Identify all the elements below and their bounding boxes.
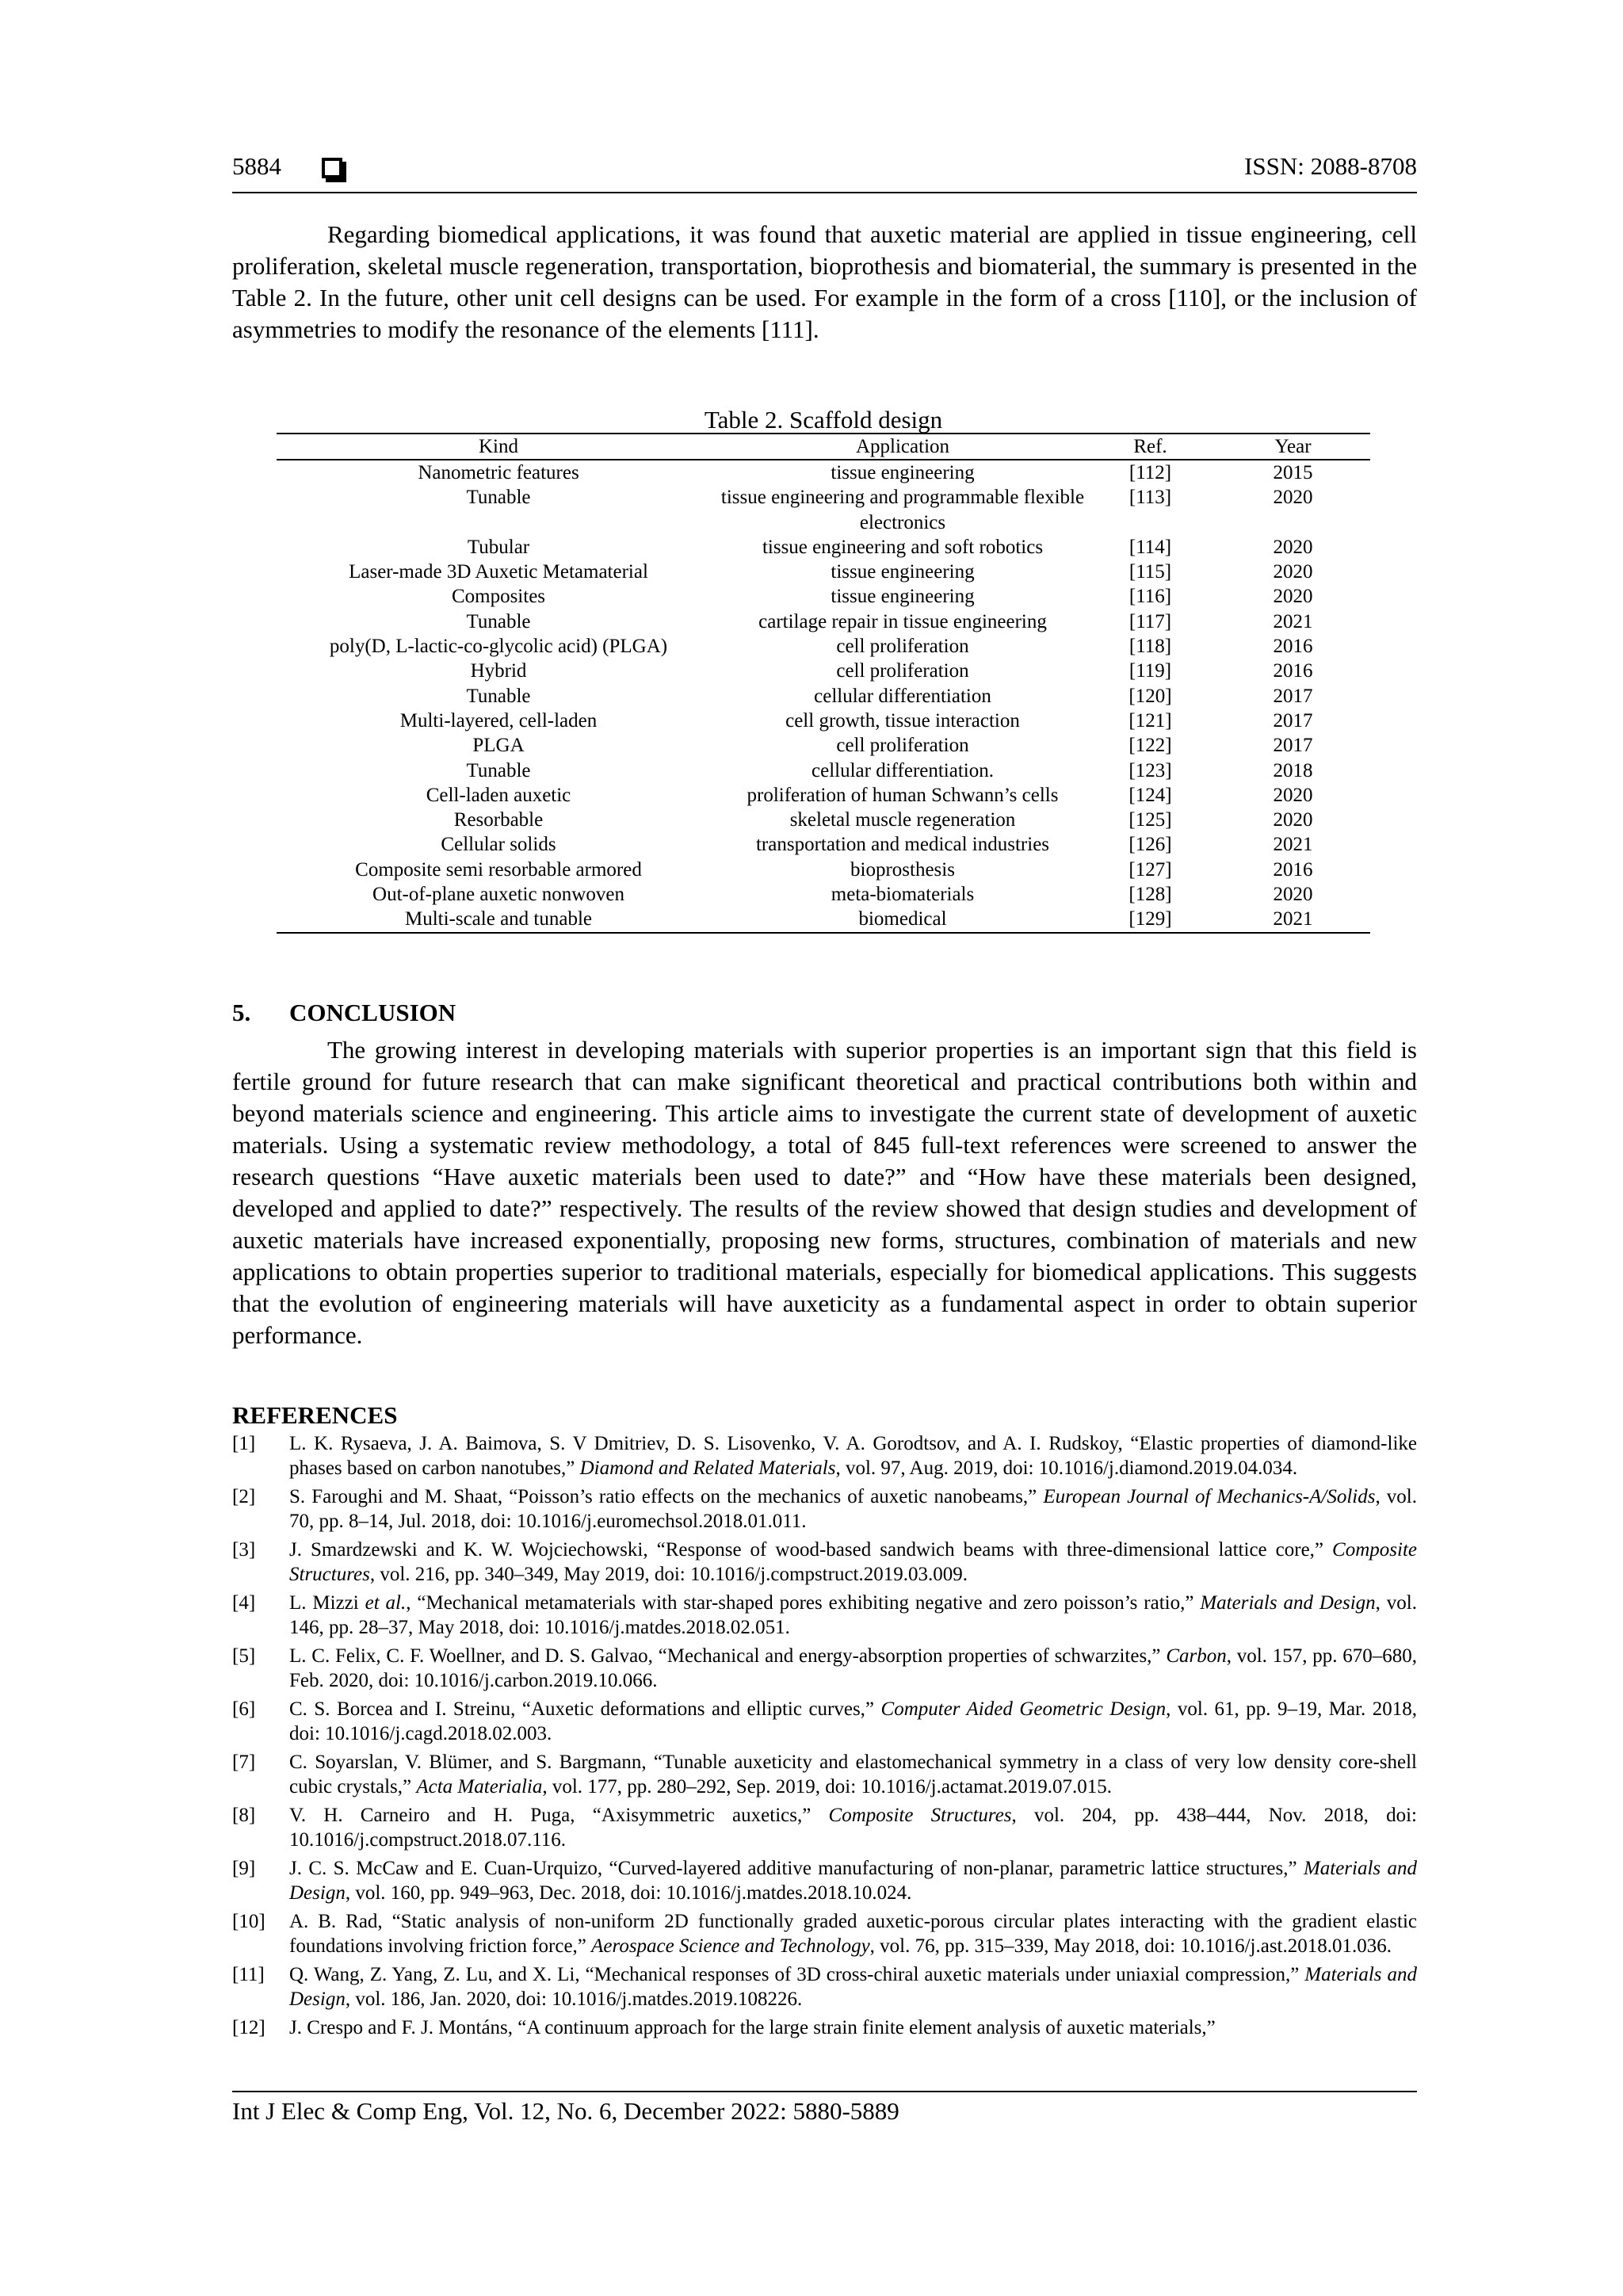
reference-journal: Acta Materialia xyxy=(416,1776,543,1797)
table-row xyxy=(277,535,1370,560)
reference-journal: Aerospace Science and Technology xyxy=(591,1935,870,1957)
reference-item xyxy=(232,1538,1417,1587)
reference-text: C. S. Borcea and I. Streinu, “Auxetic deformations and elliptic curves,” xyxy=(289,1698,881,1720)
reference-text: V. H. Carneiro and H. Puga, “Axisymmetric auxetics,” xyxy=(289,1805,829,1826)
reference-text: Q. Wang, Z. Yang, Z. Lu, and X. Li, “Mechanical responses of 3D cross-chiral auxetic materials under uniaxial compression,” xyxy=(289,1964,1305,1985)
cell-year: 2017 xyxy=(1273,709,1313,732)
cell-year: 2021 xyxy=(1216,907,1370,932)
cell-year: 2020 xyxy=(1273,586,1313,608)
cell-kind: Out-of-plane auxetic nonwoven xyxy=(372,884,624,906)
cell-year: 2020 xyxy=(1273,536,1313,558)
header-rule xyxy=(232,192,1417,193)
reference-item xyxy=(232,1644,1417,1693)
reference-details: , vol. 157, pp. 670–680, Feb. 2020, doi: 10.1016/j.carbon.2019.10.066. xyxy=(289,1645,1418,1691)
cell-kind: Multi-scale and tunable xyxy=(277,907,720,932)
column-header-kind: Kind xyxy=(277,434,720,460)
reference-number: [9] xyxy=(232,1858,256,1879)
page-number: 5884 xyxy=(232,152,281,180)
cell-ref: [117] xyxy=(1128,610,1172,632)
reference-number: [5] xyxy=(232,1645,256,1667)
reference-list xyxy=(232,1431,1417,2044)
cell-kind: poly(D, L-lactic-co-glycolic acid) (PLGA) xyxy=(329,636,668,658)
table-row xyxy=(277,808,1370,832)
reference-item xyxy=(232,2015,1417,2040)
cell-application: biomedical xyxy=(720,907,1085,932)
cell-year: 2018 xyxy=(1273,759,1313,781)
cell-year: 2021 xyxy=(1273,834,1313,856)
cell-ref: [119] xyxy=(1128,660,1172,682)
cell-kind: Cell-laden auxetic xyxy=(426,784,571,806)
reference-details: , vol. 186, Jan. 2020, doi: 10.1016/j.matdes.2019.108226. xyxy=(345,1988,803,2010)
reference-text: L. K. Rysaeva, J. A. Baimova, S. V Dmitriev, D. S. Lisovenko, V. A. Gorodtsov, and A. I. Rudskoy, “Elastic properties of diamond-like phases based on carbon nanotubes,” xyxy=(289,1433,1417,1479)
cell-ref: [128] xyxy=(1128,884,1172,906)
reference-number: [2] xyxy=(232,1486,256,1507)
cell-kind: Tunable xyxy=(466,610,531,632)
cell-year: 2017 xyxy=(1273,685,1313,707)
footer-rule xyxy=(232,2091,1417,2092)
cell-application: bioprosthesis xyxy=(850,858,955,881)
page-header xyxy=(232,152,1417,192)
cell-ref: [120] xyxy=(1128,685,1172,707)
reference-details: , vol. 70, pp. 8–14, Jul. 2018, doi: 10.1016/j.euromechsol.2018.01.011. xyxy=(289,1486,1417,1532)
cell-ref: [115] xyxy=(1128,561,1172,583)
reference-item xyxy=(232,1591,1417,1640)
reference-details: , vol. 97, Aug. 2019, doi: 10.1016/j.diamond.2019.04.034. xyxy=(835,1457,1298,1479)
cell-kind: Multi-layered, cell-laden xyxy=(399,709,598,732)
table-row xyxy=(277,485,1370,535)
cell-year: 2021 xyxy=(1273,610,1313,632)
cell-application: tissue engineering xyxy=(831,561,975,583)
cell-application: cell growth, tissue interaction xyxy=(785,709,1020,732)
table-row xyxy=(277,783,1370,808)
cell-kind: Tunable xyxy=(466,487,531,509)
table-row xyxy=(277,758,1370,783)
reference-item xyxy=(232,1962,1417,2011)
cell-ref: [129] xyxy=(1085,907,1216,932)
reference-details: , vol. 61, pp. 9–19, Mar. 2018, doi: 10.1016/j.cagd.2018.02.003. xyxy=(289,1698,1417,1744)
reference-text: L. C. Felix, C. F. Woellner, and D. S. Galvao, “Mechanical and energy-absorption properties of schwarzites,” xyxy=(289,1645,1167,1667)
table-row xyxy=(277,609,1370,634)
cell-kind: Composite semi resorbable armored xyxy=(355,858,642,881)
cell-application: cartilage repair in tissue engineering xyxy=(758,610,1047,632)
table-caption: Table 2. Scaffold design xyxy=(704,406,943,434)
reference-item xyxy=(232,1909,1417,1958)
cell-ref: [123] xyxy=(1128,759,1172,781)
cell-year: 2016 xyxy=(1273,660,1313,682)
cell-kind: Composites xyxy=(451,586,546,608)
cell-year: 2020 xyxy=(1273,884,1313,906)
reference-journal: Materials and Design xyxy=(1200,1592,1376,1614)
cell-kind: Hybrid xyxy=(470,660,527,682)
reference-number: [12] xyxy=(232,2017,265,2038)
reference-number: [6] xyxy=(232,1698,256,1720)
cell-ref: [118] xyxy=(1128,636,1172,658)
table-body xyxy=(277,460,1370,933)
cell-kind: Tubular xyxy=(467,536,530,558)
cell-application: tissue engineering xyxy=(831,586,975,608)
table-row xyxy=(277,907,1370,932)
cell-application: cell proliferation xyxy=(836,636,969,658)
cell-year: 2015 xyxy=(1273,462,1313,483)
cell-year: 2016 xyxy=(1273,636,1313,658)
table-row xyxy=(277,634,1370,659)
cell-year: 2016 xyxy=(1273,858,1313,881)
reference-journal: European Journal of Mechanics-A/Solids xyxy=(1043,1486,1376,1507)
table-row xyxy=(277,858,1370,882)
cell-ref: [122] xyxy=(1128,735,1172,757)
reference-details: , vol. 177, pp. 280–292, Sep. 2019, doi: 10.1016/j.actamat.2019.07.015. xyxy=(542,1776,1113,1797)
reference-text: C. Soyarslan, V. Blümer, and S. Bargmann, “Tunable auxeticity and elastomechanical symmetry in a class of very low density core-shell cubic crystals,” xyxy=(289,1752,1417,1797)
cell-ref: [114] xyxy=(1128,536,1172,558)
reference-journal: Carbon xyxy=(1166,1645,1227,1667)
reference-details: , vol. 146, pp. 28–37, May 2018, doi: 10.1016/j.matdes.2018.02.051. xyxy=(289,1592,1417,1638)
cell-kind: Cellular solids xyxy=(441,834,556,856)
reference-text: , “Mechanical metamaterials with star-shaped pores exhibiting negative and zero poisson’s ratio,” xyxy=(406,1592,1201,1614)
reference-text: A. B. Rad, “Static analysis of non-uniform 2D functionally graded auxetic-porous circular plates interacting with the gradient elastic foundations involving friction force,” xyxy=(289,1911,1417,1957)
reference-item xyxy=(232,1803,1417,1852)
reference-text: L. Mizzi xyxy=(289,1592,365,1614)
column-header-year: Year xyxy=(1216,434,1370,460)
reference-details: , vol. 204, pp. 438–444, Nov. 2018, doi: 10.1016/j.compstruct.2018.07.116. xyxy=(289,1805,1417,1851)
reference-item xyxy=(232,1697,1417,1746)
cell-application: skeletal muscle regeneration xyxy=(789,809,1016,831)
scaffold-table xyxy=(277,433,1370,934)
cell-kind: Tunable xyxy=(466,759,531,781)
cell-year: 2020 xyxy=(1273,487,1313,509)
reference-journal: Computer Aided Geometric Design xyxy=(880,1698,1167,1720)
cell-application: cellular differentiation xyxy=(814,685,991,707)
cell-application: cell proliferation xyxy=(836,735,969,757)
table-row xyxy=(277,733,1370,758)
cell-ref: [126] xyxy=(1128,834,1172,856)
table-row xyxy=(277,882,1370,907)
reference-text: J. C. S. McCaw and E. Cuan-Urquizo, “Curved-layered additive manufacturing of non-planar, parametric lattice structures,” xyxy=(289,1858,1304,1879)
reference-number: [8] xyxy=(232,1805,256,1826)
cell-year: 2020 xyxy=(1273,809,1313,831)
cell-ref: [127] xyxy=(1128,858,1172,881)
column-header-ref: Ref. xyxy=(1085,434,1216,460)
cell-application: tissue engineering and soft robotics xyxy=(762,536,1044,558)
cell-ref: [113] xyxy=(1128,487,1172,509)
reference-etal: et al. xyxy=(365,1592,407,1614)
cell-application: transportation and medical industries xyxy=(755,834,1050,856)
box-bullet-icon xyxy=(322,158,342,178)
reference-journal: Materials and Design xyxy=(289,1858,1417,1904)
cell-year: 2020 xyxy=(1273,784,1313,806)
cell-kind: Nanometric features xyxy=(418,462,579,483)
cell-ref: [125] xyxy=(1128,809,1172,831)
cell-year: 2020 xyxy=(1273,561,1313,583)
reference-item xyxy=(232,1856,1417,1905)
reference-item xyxy=(232,1484,1417,1534)
column-header-application: Application xyxy=(720,434,1085,460)
section-heading: CONCLUSION xyxy=(289,999,456,1026)
cell-ref: [112] xyxy=(1128,462,1172,483)
cell-application: cellular differentiation. xyxy=(812,759,994,781)
table-row xyxy=(277,684,1370,709)
reference-journal: Composite Structures xyxy=(828,1805,1012,1826)
reference-details: , vol. 76, pp. 315–339, May 2018, doi: 10.1016/j.ast.2018.01.036. xyxy=(869,1935,1392,1957)
reference-details: , vol. 160, pp. 949–963, Dec. 2018, doi: 10.1016/j.matdes.2018.10.024. xyxy=(345,1882,912,1904)
intro-paragraph: Regarding biomedical applications, it was found that auxetic material are applied in tissue engineering, cell proliferation, skeletal muscle regeneration, transportation, bioprothesis and biomaterial, the summary is presented in the Table 2. In the future, other unit cell designs can be used. For example in the form of a cross [110], or the inclusion of asymmetries to modify the resonance of the elements [111]. xyxy=(232,220,1417,343)
conclusion-paragraph: The growing interest in developing materials with superior properties is an important sign that this field is fertile ground for future research that can make significant theoretical and practical contributions both within and beyond materials science and engineering. This article aims to investigate the current state of development of auxetic materials. Using a systematic review methodology, a total of 845 full-text references were screened to answer the research questions “Have auxetic materials been used to date?” and “How have these materials been designed, developed and applied to date?” respectively. The results of the review showed that design studies and development of auxetic materials have increased exponentially, proposing new forms, structures, combination of materials and new applications to obtain properties superior to traditional materials, especially for biomedical applications. This suggests that the evolution of engineering materials will have auxeticity as a fundamental aspect in order to obtain superior performance. xyxy=(232,1036,1417,1349)
table-row xyxy=(277,659,1370,683)
table-row xyxy=(277,832,1370,857)
reference-number: [1] xyxy=(232,1433,256,1454)
cell-application: meta-biomaterials xyxy=(831,884,975,906)
cell-ref: [116] xyxy=(1128,586,1172,608)
cell-kind: Laser-made 3D Auxetic Metamaterial xyxy=(349,561,648,583)
reference-number: [3] xyxy=(232,1539,256,1561)
reference-text: J. Smardzewski and K. W. Wojciechowski, “Response of wood-based sandwich beams with three-dimensional lattice core,” xyxy=(289,1539,1333,1561)
cell-year: 2017 xyxy=(1273,735,1313,757)
footer-citation: Int J Elec & Comp Eng, Vol. 12, No. 6, December 2022: 5880-5889 xyxy=(232,2097,899,2125)
reference-number: [7] xyxy=(232,1752,256,1773)
reference-text: S. Faroughi and M. Shaat, “Poisson’s ratio effects on the mechanics of auxetic nanobeams,” xyxy=(289,1486,1044,1507)
reference-number: [4] xyxy=(232,1592,256,1614)
reference-journal: Materials and Design xyxy=(289,1964,1417,2010)
cell-application: proliferation of human Schwann’s cells xyxy=(747,784,1059,806)
cell-application: cell proliferation xyxy=(836,660,969,682)
table-row xyxy=(277,460,1370,485)
table-row xyxy=(277,584,1370,609)
table-header-row xyxy=(277,434,1370,460)
cell-ref: [121] xyxy=(1128,709,1172,732)
reference-number: [10] xyxy=(232,1911,265,1932)
table-row xyxy=(277,709,1370,733)
references-heading: REFERENCES xyxy=(232,1401,398,1429)
cell-kind: Tunable xyxy=(466,685,531,707)
section-number: 5. xyxy=(232,999,251,1026)
cell-kind: Resorbable xyxy=(453,809,544,831)
issn: ISSN: 2088-8708 xyxy=(1244,152,1417,180)
reference-journal: Composite Structures xyxy=(289,1539,1417,1585)
reference-item xyxy=(232,1431,1417,1480)
reference-item xyxy=(232,1750,1417,1799)
reference-journal: Diamond and Related Materials xyxy=(579,1457,836,1479)
cell-ref: [124] xyxy=(1128,784,1172,806)
reference-text: J. Crespo and F. J. Montáns, “A continuum approach for the large strain finite element analysis of auxetic materials,” xyxy=(289,2017,1216,2038)
cell-kind: PLGA xyxy=(472,735,525,757)
reference-number: [11] xyxy=(232,1964,265,1985)
table-row xyxy=(277,560,1370,584)
cell-application: tissue engineering and programmable flexible electronics xyxy=(720,487,1085,533)
cell-application: tissue engineering xyxy=(831,462,975,483)
section-title xyxy=(232,999,456,1027)
reference-details: , vol. 216, pp. 340–349, May 2019, doi: 10.1016/j.compstruct.2019.03.009. xyxy=(369,1564,968,1585)
